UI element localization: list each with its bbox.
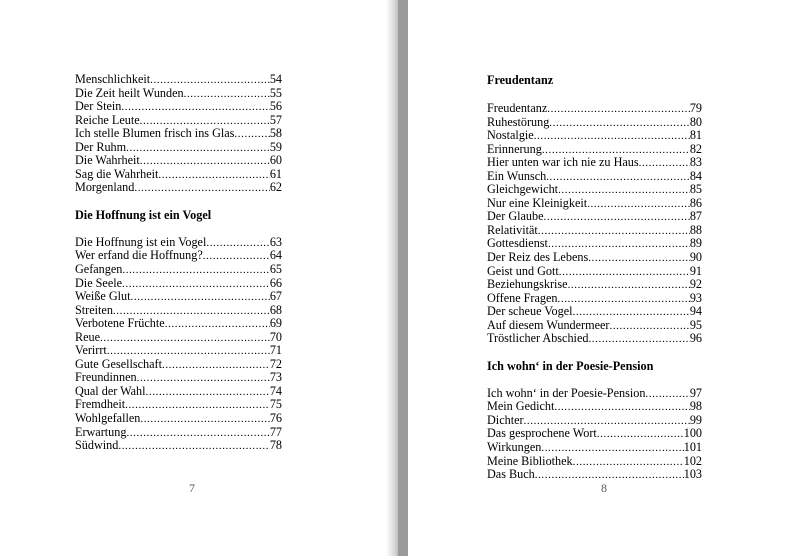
toc-entry-page: 97 (689, 386, 702, 400)
toc-entry-page: 103 (683, 468, 702, 482)
toc-entry (75, 371, 282, 385)
dot-leader (587, 198, 690, 211)
toc-entry-title: Auf diesem Wundermeer (487, 318, 610, 332)
toc-entry-page: 81 (689, 129, 702, 143)
toc-entry-page: 67 (269, 290, 282, 304)
toc-entry-page: 76 (269, 412, 282, 426)
toc-entry-title: Die Seele (75, 276, 123, 290)
dot-leader (158, 169, 269, 182)
toc-entry-page: 79 (689, 102, 702, 115)
toc-entry-title: Der Glaube (487, 210, 544, 224)
toc-entry-page: 66 (269, 276, 282, 290)
toc-entry-page: 91 (689, 264, 702, 278)
toc-entry (487, 455, 702, 469)
toc-entry-page: 96 (689, 332, 702, 346)
toc-entry-title: Weiße Glut (75, 290, 131, 304)
toc-entry-title: Der Stein (75, 100, 122, 114)
dot-leader (134, 182, 269, 195)
dot-leader (140, 155, 270, 168)
toc-entry-page: 63 (269, 235, 282, 249)
toc-entry-title: Der Reiz des Lebens (487, 251, 589, 265)
toc-entry-page: 69 (269, 317, 282, 331)
dot-leader (122, 278, 270, 291)
toc-entry (487, 251, 702, 265)
toc-entry-page: 56 (269, 100, 282, 114)
dot-leader (165, 318, 270, 331)
dot-leader (126, 142, 270, 155)
toc-entry-page: 60 (269, 154, 282, 168)
toc-entry-page: 71 (269, 344, 282, 358)
toc-entry (487, 224, 702, 238)
right-toc (487, 73, 702, 482)
dot-leader (137, 372, 270, 385)
toc-entry (487, 427, 702, 441)
toc-entry-title: Ich wohn‘ in der Poesie-Pension (487, 386, 646, 400)
toc-entry-page: 68 (269, 303, 282, 317)
toc-entry (75, 439, 282, 453)
toc-entry-title: Offene Fragen (487, 291, 558, 305)
toc-entry (75, 127, 282, 141)
toc-entry-page: 72 (269, 357, 282, 371)
toc-entry-title: Relativität (487, 223, 538, 237)
toc-entry-title: Reiche Leute (75, 113, 140, 127)
toc-entry (75, 181, 282, 195)
toc-entry-page: 80 (689, 115, 702, 129)
toc-entry-title: Fremdheit (75, 398, 126, 412)
dot-leader (140, 115, 270, 128)
toc-entry (487, 265, 702, 279)
dot-leader (554, 401, 689, 414)
toc-entry-title: Hier unten war ich nie zu Haus (487, 156, 639, 170)
toc-entry-page: 77 (269, 425, 282, 439)
left-toc (75, 73, 282, 453)
dot-leader (150, 74, 270, 87)
dot-leader (544, 211, 690, 224)
toc-entry-page: 100 (683, 427, 702, 441)
dot-leader (534, 130, 690, 143)
dot-leader (107, 345, 270, 358)
toc-entry-title: Die Wahrheit (75, 154, 140, 168)
toc-entry-page: 93 (689, 291, 702, 305)
toc-entry (487, 170, 702, 184)
dot-leader (573, 306, 690, 319)
dot-leader (558, 184, 690, 197)
toc-entry-page: 92 (689, 278, 702, 292)
toc-entries-top (75, 73, 282, 195)
toc-entry (487, 278, 702, 292)
left-page (0, 0, 386, 556)
toc-entry-title: Wohlgefallen (75, 412, 141, 426)
toc-entry (75, 385, 282, 399)
toc-entry (487, 129, 702, 143)
toc-entry-page: 94 (689, 305, 702, 319)
toc-entry (487, 237, 702, 251)
toc-entry (487, 143, 702, 157)
toc-entry (75, 398, 282, 412)
dot-leader (549, 117, 690, 130)
toc-entry (75, 236, 282, 250)
toc-entry-title: Gute Gesellschaft (75, 357, 162, 371)
toc-entry-title: Das Buch (487, 468, 535, 482)
dot-leader (184, 88, 270, 101)
section-heading: Die Hoffnung ist ein Vogel (75, 207, 212, 222)
toc-entry (487, 292, 702, 306)
toc-entry-page: 88 (689, 223, 702, 237)
toc-entry-title: Nostalgie (487, 129, 534, 143)
dot-leader (125, 399, 270, 412)
toc-entry (75, 114, 282, 128)
dot-leader (548, 238, 690, 251)
toc-entry (75, 141, 282, 155)
toc-entry-title: Gleichgewicht (487, 183, 559, 197)
dot-leader (146, 386, 270, 399)
toc-entry-title: Freudentanz (487, 102, 548, 115)
toc-entry-title: Ruhestörung (487, 115, 550, 129)
toc-entry-title: Nur eine Kleinigkeit (487, 196, 588, 210)
toc-entry-page: 74 (269, 384, 282, 398)
toc-entry-page: 57 (269, 113, 282, 127)
page-number: 8 (601, 481, 607, 495)
dot-leader (100, 332, 270, 345)
toc-entry (487, 441, 702, 455)
dot-leader (568, 279, 690, 292)
toc-entry (75, 317, 282, 331)
toc-entry-page: 101 (683, 441, 702, 455)
dot-leader (126, 427, 269, 440)
dot-leader (546, 171, 690, 184)
toc-entry-page: 83 (689, 156, 702, 170)
dot-leader (234, 128, 269, 141)
toc-entry-page: 70 (269, 330, 282, 344)
dot-leader (121, 101, 269, 114)
toc-entry-title: Erinnerung (487, 142, 542, 156)
toc-entry-page: 78 (269, 439, 282, 453)
toc-entry (487, 102, 702, 116)
toc-entry-title: Verbotene Früchte (75, 317, 165, 331)
toc-entry-page: 62 (269, 181, 282, 195)
toc-entry-title: Beziehungskrise (487, 278, 568, 292)
toc-entry-title: Morgenland (75, 181, 135, 195)
toc-entry-page: 58 (269, 127, 282, 141)
toc-entry-page: 89 (689, 237, 702, 251)
toc-entry-page: 98 (689, 400, 702, 414)
toc-entry-page: 65 (269, 263, 282, 277)
toc-entry (75, 168, 282, 182)
dot-leader (206, 237, 269, 250)
section-heading: Freudentanz (487, 73, 554, 87)
toc-entry-title: Mein Gedicht (487, 400, 555, 414)
dot-leader (131, 291, 270, 304)
toc-entry-title: Die Zeit heilt Wunden (75, 86, 184, 100)
toc-entry-title: Qual der Wahl (75, 384, 146, 398)
toc-entry (75, 249, 282, 263)
spine-shadow (386, 0, 398, 556)
toc-entry-title: Streiten (75, 303, 113, 317)
toc-entry (487, 414, 702, 428)
toc-entry-title: Gefangen (75, 263, 123, 277)
toc-entry (75, 331, 282, 345)
toc-entry (75, 100, 282, 114)
toc-entry (75, 73, 282, 87)
dot-leader (559, 266, 690, 279)
page-number: 7 (189, 481, 195, 495)
toc-entries-section (487, 102, 702, 346)
dot-leader (542, 144, 690, 157)
toc-entry-page: 59 (269, 140, 282, 154)
toc-entry-page: 55 (269, 86, 282, 100)
dot-leader (113, 305, 270, 318)
dot-leader (524, 415, 690, 428)
toc-entry (75, 412, 282, 426)
toc-entry-title: Südwind (75, 439, 119, 453)
dot-leader (122, 264, 269, 277)
toc-entry-page: 54 (269, 73, 282, 86)
right-page (408, 0, 808, 556)
toc-entry (487, 468, 702, 482)
toc-entry (487, 156, 702, 170)
dot-leader (535, 469, 684, 482)
toc-entry (75, 426, 282, 440)
toc-entry-title: Verirrt (75, 344, 107, 358)
dot-leader (541, 442, 683, 455)
toc-entry-page: 84 (689, 169, 702, 183)
dot-leader (203, 250, 270, 263)
toc-entry-page: 102 (683, 454, 702, 468)
toc-entry-page: 82 (689, 142, 702, 156)
dot-leader (645, 388, 689, 401)
toc-entry-title: Menschlichkeit (75, 73, 151, 86)
toc-entry-page: 61 (269, 167, 282, 181)
toc-entry-title: Meine Bibliothek (487, 454, 573, 468)
toc-entry (487, 387, 702, 401)
dot-leader (639, 157, 690, 170)
dot-leader (140, 413, 269, 426)
toc-entry-page: 95 (689, 318, 702, 332)
toc-entry-title: Tröstlicher Abschied (487, 332, 589, 346)
toc-entry-page: 75 (269, 398, 282, 412)
toc-entry (487, 197, 702, 211)
toc-entry-page: 90 (689, 251, 702, 265)
toc-entry-page: 99 (689, 413, 702, 427)
dot-leader (597, 428, 684, 441)
toc-entry (487, 183, 702, 197)
section-heading: Ich wohn‘ in der Poesie-Pension (487, 358, 654, 373)
toc-entry-title: Ein Wunsch (487, 169, 547, 183)
toc-entries-section (75, 236, 282, 453)
dot-leader (538, 225, 690, 238)
toc-entry (487, 319, 702, 333)
dot-leader (547, 103, 690, 116)
toc-entry-title: Die Hoffnung ist ein Vogel (75, 235, 207, 249)
dot-leader (573, 456, 684, 469)
toc-entry-title: Das gesprochene Wort (487, 427, 597, 441)
toc-entry-title: Geist und Gott (487, 264, 559, 278)
toc-entry-title: Reue (75, 330, 101, 344)
toc-entry-title: Ich stelle Blumen frisch ins Glas (75, 127, 235, 141)
dot-leader (558, 293, 690, 306)
toc-entry-page: 85 (689, 183, 702, 197)
toc-entry (75, 304, 282, 318)
toc-entry (487, 305, 702, 319)
toc-entry-title: Wer erfand die Hoffnung? (75, 249, 203, 263)
dot-leader (118, 440, 269, 453)
toc-entry-title: Wirkungen (487, 441, 542, 455)
toc-entry (75, 87, 282, 101)
toc-entry-title: Der scheue Vogel (487, 305, 573, 319)
toc-entry (75, 263, 282, 277)
toc-entry (487, 400, 702, 414)
toc-entry-title: Gottesdienst (487, 237, 548, 251)
toc-entry-page: 87 (689, 210, 702, 224)
dot-leader (609, 320, 689, 333)
toc-entry (75, 154, 282, 168)
toc-entry-title: Dichter (487, 413, 524, 427)
toc-entry (75, 344, 282, 358)
toc-entry (487, 332, 702, 346)
toc-entry-page: 64 (269, 249, 282, 263)
toc-entry-page: 73 (269, 371, 282, 385)
toc-entry (75, 277, 282, 291)
toc-entry (75, 290, 282, 304)
dot-leader (588, 333, 689, 346)
toc-entry (487, 116, 702, 130)
toc-entry (487, 210, 702, 224)
page-gutter (398, 0, 408, 556)
toc-entries-section (487, 387, 702, 482)
toc-entry-title: Erwartung (75, 425, 127, 439)
dot-leader (588, 252, 690, 265)
toc-entry-page: 86 (689, 196, 702, 210)
toc-entry-title: Sag die Wahrheit (75, 167, 159, 181)
toc-entry-title: Der Ruhm (75, 140, 127, 154)
dot-leader (162, 359, 270, 372)
toc-entry-title: Freundinnen (75, 371, 137, 385)
toc-entry (75, 358, 282, 372)
